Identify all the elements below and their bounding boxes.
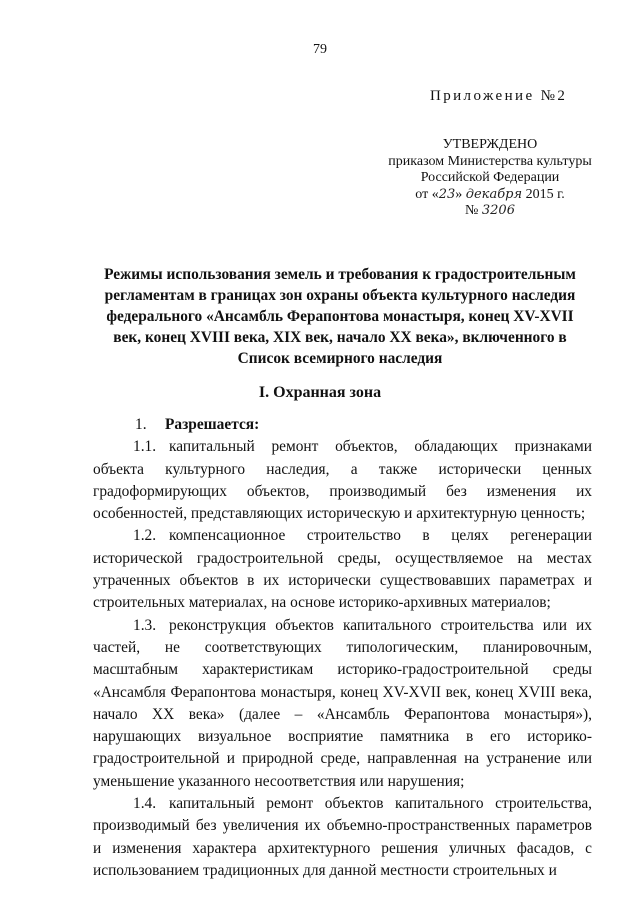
clause-number: 1. (135, 416, 147, 433)
number-handwritten: 3206 (481, 203, 515, 218)
clause-item-text: компенсационное строительство в целях регенерации исторической градостроительной среды, осуществляемое на местах утраченных объектов в их исторически существовавших параметрах и строительных материалах, на основе историко-архивных материалов; (93, 527, 592, 612)
number-prefix: № (465, 203, 482, 218)
document-body (93, 414, 592, 882)
clause-item (93, 525, 592, 614)
clause-lead (93, 414, 592, 436)
clause-lead-text: Разрешается: (165, 416, 260, 433)
date-year: 2015 г. (522, 186, 565, 202)
appendix-label: Приложение №2 (430, 88, 568, 104)
page-number: 79 (313, 42, 327, 57)
clause-item (93, 793, 592, 882)
clause-item-text: капитальный ремонт объектов, обладающих признаками объекта культурного наследия, а также исторически ценных градоформирующих объектов, производимый без изменения их особенностей, представляющих историческую и архитектурную ценность; (93, 438, 592, 523)
clause-item (93, 436, 592, 525)
section-title: I. Охранная зона (258, 384, 382, 401)
approval-date-line (380, 187, 600, 204)
clause-item (93, 615, 592, 793)
clause-item-number: 1.4. (133, 795, 157, 813)
clause-item-text: реконструкция объектов капитального строительства или их частей, не соответствующих типологическим, планировочным, масштабным характеристикам историко-градостроительной среды «Ансамбля Ферапонтова монастыря, конец XV-XVII век, конец XVIII века, начало XX века» (далее – «Ансамбль Ферапонтова монастыря»), нарушающих визуальное восприятие памятника в его историко-градостроительной и природной среде, направленная на устранение или уменьшение указанного несоответствия или нарушения; (93, 616, 592, 790)
approval-order-line: приказом Министерства культуры (388, 153, 592, 169)
clause-item-text: капитальный ремонт объектов капитального строительства, производимый без увеличения их объемно-пространственных параметров и изменения характера архитектурного решения уличных фасадов, с использованием традиционных для данной местности строительных и (93, 795, 592, 879)
clause-item-number: 1.3. (133, 616, 157, 634)
clause-item-number: 1.2. (133, 527, 157, 545)
approval-number-line (380, 203, 600, 220)
date-day-handwritten: 23 (438, 186, 456, 202)
date-month-handwritten: декабря (465, 186, 523, 202)
approval-country-line: Российской Федерации (420, 170, 560, 185)
date-mid: » (455, 186, 466, 202)
document-title: Режимы использования земель и требования к градостроительным регламентам в границах зон охраны объекта культурного наследия федерального «Ансамбль Ферапонтова монастыря, конец XV-XVII век, конец XVIII века, XIX век, начало XX века», включенного в Список всемирного наследия (104, 266, 576, 367)
approval-block (380, 137, 600, 220)
approval-heading: УТВЕРЖДЕНО (442, 137, 538, 152)
clause-item-number: 1.1. (133, 438, 157, 456)
date-prefix: от « (415, 186, 439, 202)
